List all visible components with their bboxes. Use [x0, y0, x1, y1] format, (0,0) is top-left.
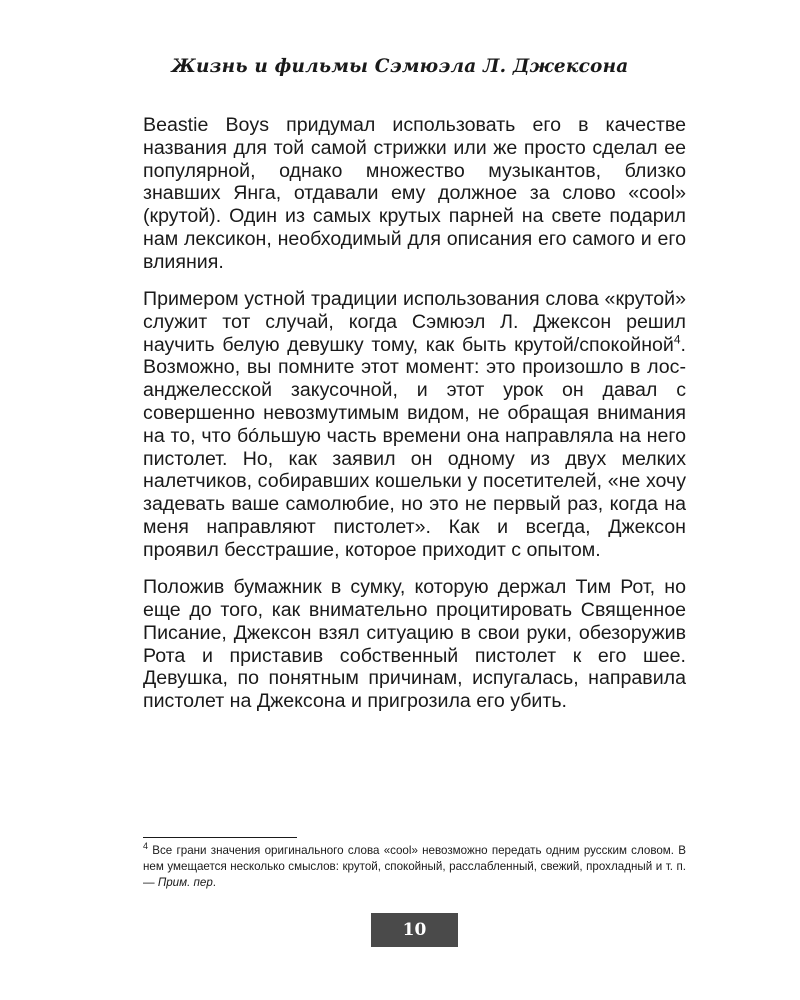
footnote-mark: 4	[143, 841, 149, 852]
paragraph-2	[143, 288, 686, 562]
paragraph-2-part-1: Примером устной традиции использования слова «крутой» служит тот случай, когда Сэмюэл Л. Джексон решил научить белую девушку тому, как быть крутой/спокойной	[143, 288, 686, 356]
running-head-title: Жизнь и фильмы Сэмюэла Л. Джексона	[171, 56, 629, 77]
paragraph-2-part-2: . Возможно, вы помните этот момент: это произошло в лос-анджелесской закусочной, и этот урок он давал с совершенно невозмутимым видом, не обращая внимания на то, что бóльшую часть времени она направляла на него пистолет. Но, как заявил он одному из двух мелких налетчиков, собиравших кошельки у посетителей, «не хочу задевать ваше самолюбие, но это не первый раз, когда на меня направляют пистолет». Как и всегда, Джексон проявил бесстрашие, которое приходит с опытом.	[143, 333, 686, 561]
footnote-divider	[143, 837, 297, 838]
paragraph-1: Beastie Boys придумал использовать его в качестве названия для той самой стрижки или же просто сделал ее популярной, однако множество музыкантов, близко знавших Янга, отдавали ему должное за слово «cool» (крутой). Один из самых крутых парней на свете подарил нам лексикон, необходимый для описания его самого и его влияния.	[143, 114, 686, 273]
footnote-end: .	[212, 876, 217, 889]
paragraph-3: Положив бумажник в сумку, которую держал Тим Рот, но еще до того, как внимательно процитировать Священное Писание, Джексон взял ситуацию в свои руки, обезоружив Рота и приставив собственный пистолет к его шее. Девушка, по понятным причинам, испугалась, направила пистолет на Джексона и пригрозила его убить.	[143, 576, 686, 713]
footnote	[143, 843, 686, 891]
page-number-badge	[371, 913, 458, 947]
footnote-reference: 4	[673, 332, 681, 347]
footnote-attribution: Прим. пер	[157, 876, 213, 889]
page-number: 10	[402, 920, 427, 940]
main-text	[143, 114, 686, 713]
footnote-text: Все грани значения оригинального слова «cool» невозможно передать одним русским словом. В нем умещается несколько смыслов: крутой, спокойный, расслабленный, свежий, прохладный и т. п. —	[143, 844, 686, 889]
